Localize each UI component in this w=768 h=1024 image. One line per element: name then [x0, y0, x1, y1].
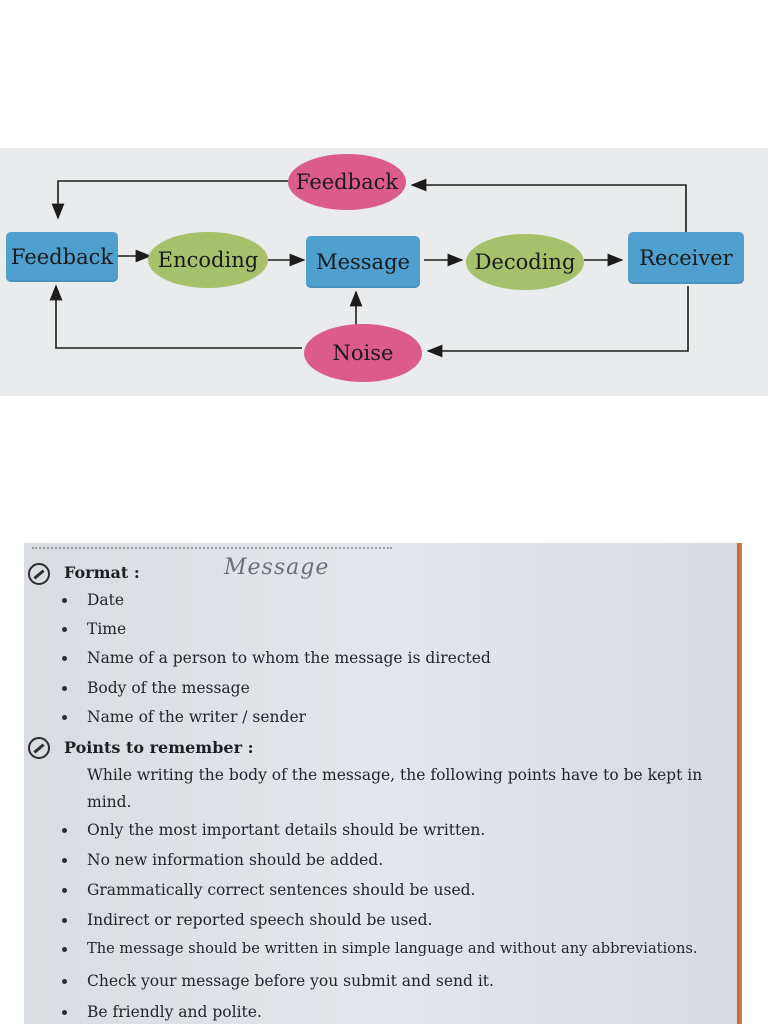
cut-off-text-line	[32, 543, 392, 549]
communication-cycle-diagram	[0, 148, 768, 396]
page-edge	[737, 543, 742, 1024]
loop-feedback-to-sender	[58, 181, 288, 218]
decoding-node: Decoding	[466, 234, 584, 290]
textbook-page: Format : Message Date Time Name of a person to whom the message is directed Body of the message Name of the writer / sender Points to remember : While writing the body of the message, the following points have to be kept in mind. Only the most important details should be written. No new information should be added. Grammatically correct sentences should be used. Indirect or reported speech should be used. The message should be written in simple language and without any abbreviations. Check your message before you submit and send it. Be friendly and polite.	[24, 543, 742, 1024]
pen-circle-icon	[28, 563, 50, 585]
encoding-node: Encoding	[148, 232, 268, 288]
handwritten-note: Message	[224, 555, 330, 580]
loop-receiver-to-noise	[428, 286, 688, 351]
format-heading: Format :	[64, 563, 140, 582]
loop-noise-to-sender	[56, 286, 302, 348]
noise-node: Noise	[304, 324, 422, 382]
pen-circle-icon	[28, 737, 50, 759]
feedback-node: Feedback	[288, 154, 406, 210]
loop-receiver-to-feedback	[412, 185, 686, 234]
points-intro: While writing the body of the message, the following points have to be kept in mind.	[87, 766, 703, 811]
points-heading: Points to remember :	[64, 738, 254, 757]
receiver-node: Receiver	[628, 232, 744, 284]
message-node: Message	[306, 236, 420, 288]
sender-node: Feedback	[6, 232, 118, 282]
